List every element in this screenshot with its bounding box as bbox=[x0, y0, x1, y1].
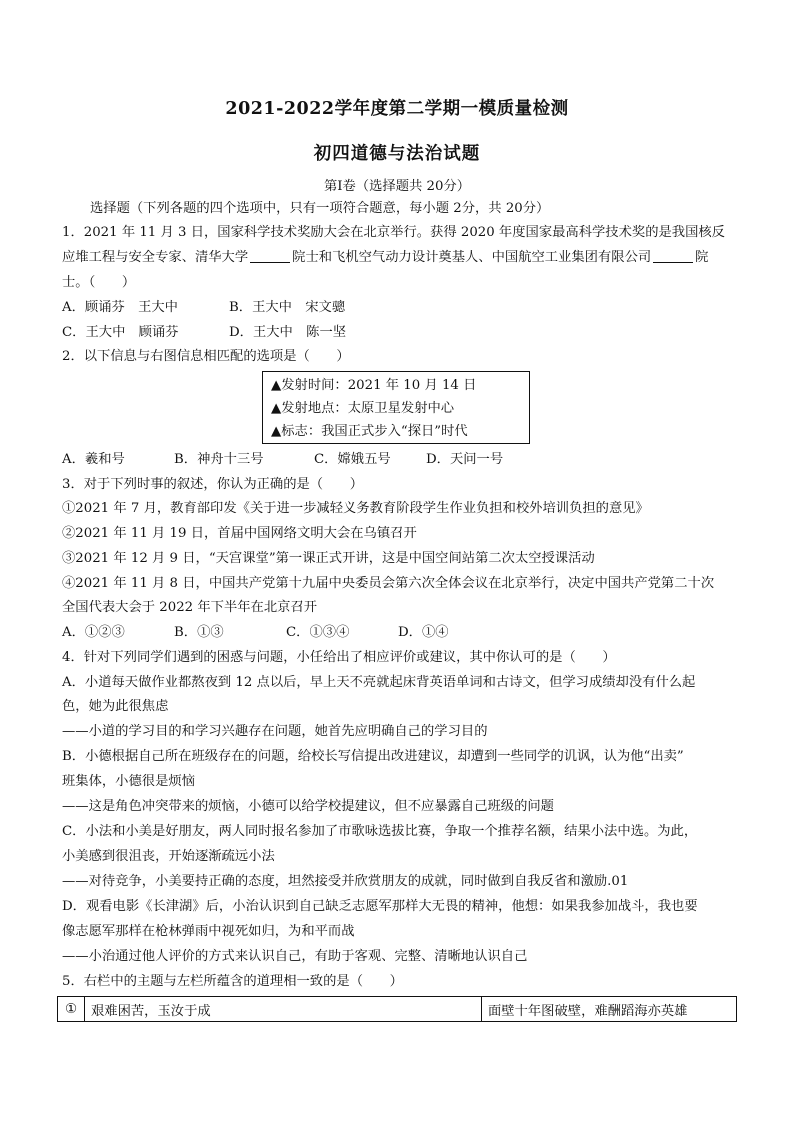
q3-item-3: ③2021 年 12 月 9 日，“天宫课堂”第一课正式开讲，这是中国空间站第二次太空授课活动 bbox=[62, 551, 595, 566]
q4-stem: 4．针对下列同学们遇到的困惑与问题，小任给出了相应评价或建议，其中你认可的是（ ） bbox=[62, 650, 616, 665]
q4-option-d-comment: ——小治通过他人评价的方式来认识自己，有助于客观、完整、清晰地认识自己 bbox=[62, 949, 528, 964]
q2-option-d: D．天问一号 bbox=[426, 452, 504, 467]
section-heading: 第Ⅰ卷（选择题共 20分） bbox=[323, 179, 471, 194]
q4-option-a-line2: 色，她为此很焦虑 bbox=[62, 699, 169, 714]
q2-stem: 2．以下信息与右图信息相匹配的选项是（ ） bbox=[62, 349, 350, 364]
q3-item-4-line2: 全国代表大会于 2022 年下半年在北京召开 bbox=[62, 600, 318, 615]
q4-option-b-line2: 班集体，小德很是烦恼 bbox=[62, 774, 195, 789]
q2-option-b: B．神舟十三号 bbox=[174, 452, 264, 467]
q1-option-d: D．王大中 陈一坚 bbox=[229, 325, 347, 340]
q1-stem-part1: 应堆工程与安全专家、清华大学 bbox=[62, 250, 249, 265]
launch-time: ▲发射时间：2021 年 10 月 14 日 bbox=[271, 378, 477, 393]
q3-item-2: ②2021 年 11 月 19 日，首届中国网络文明大会在乌镇召开 bbox=[62, 526, 417, 541]
launch-significance: ▲标志：我国正式步入“探日”时代 bbox=[271, 424, 468, 439]
q3-item-4-line1: ④2021 年 11 月 8 日，中国共产党第十九届中央委员会第六次全体会议在北京举行，决定中国共产党第二十次 bbox=[62, 576, 715, 591]
q3-item-1: ①2021 年 7 月，教育部印发《关于进一步减轻义务教育阶段学生作业负担和校外培训负担的意见》 bbox=[62, 501, 649, 516]
q4-option-a-line1: A．小道每天做作业都熬夜到 12 点以后，早上天不亮就起床背英语单词和古诗文，但学习成绩却没有什么起 bbox=[62, 675, 696, 690]
exam-subject: 初四道德与法治试题 bbox=[313, 144, 481, 164]
q4-option-c-line2: 小美感到很沮丧，开始逐渐疏远小法 bbox=[62, 849, 275, 864]
q4-option-d-line1: D．观看电影《长津湖》后，小治认识到自己缺乏志愿军那样大无畏的精神，他想：如果我参加战斗，我也要 bbox=[62, 899, 698, 914]
q3-stem: 3．对于下列时事的叙述，你认为正确的是（ ） bbox=[62, 477, 363, 492]
launch-site: ▲发射地点：太原卫星发射中心 bbox=[271, 401, 455, 416]
q1-options-row2 bbox=[62, 323, 742, 343]
q1-options-row1 bbox=[62, 298, 742, 318]
q1-stem-line1: 1．2021 年 11 月 3 日，国家科学技术奖励大会在北京举行。获得 2020 年度国家最高科学技术奖的是我国核反 bbox=[62, 225, 725, 240]
q3-options bbox=[62, 623, 742, 643]
q4-option-a-comment: ——小道的学习目的和学习兴趣存在问题，她首先应明确自己的学习目的 bbox=[62, 724, 488, 739]
q4-option-c-line1: C．小法和小美是好朋友，两人同时报名参加了市歌咏选拔比赛，争取一个推荐名额，结果小法中选。为此， bbox=[62, 824, 698, 839]
q1-option-a: A．顾诵芬 王大中 bbox=[62, 300, 178, 315]
q1-stem-part3: 院 bbox=[695, 250, 709, 265]
q5-table bbox=[57, 996, 737, 1022]
answer-blank-1 bbox=[250, 248, 290, 263]
table-row bbox=[58, 997, 737, 1022]
q1-stem-line3: 士。（ ） bbox=[62, 275, 136, 290]
q1-option-c: C．王大中 顾诵芬 bbox=[62, 325, 179, 340]
launch-info-box bbox=[262, 371, 530, 444]
q1-stem-line2 bbox=[62, 248, 742, 268]
instructions: 选择题（下列各题的四个选项中，只有一项符合题意，每小题 2分，共 20分） bbox=[90, 201, 550, 216]
q4-option-b-comment: ——这是角色冲突带来的烦恼，小德可以给学校提建议，但不应暴露自己班级的问题 bbox=[62, 799, 554, 814]
q4-option-c-comment: ——对待竞争，小美要持正确的态度，坦然接受并欣赏朋友的成就，同时做到自我反省和激励.01 bbox=[62, 874, 629, 889]
left-column-cell: 艰难困苦，玉汝于成 bbox=[85, 997, 482, 1022]
q1-stem-part2: 院士和飞机空气动力设计奠基人、中国航空工业集团有限公司 bbox=[292, 250, 652, 265]
q2-option-a: A．羲和号 bbox=[62, 452, 125, 467]
q3-option-d: D．①④ bbox=[398, 625, 449, 640]
row-number: ① bbox=[58, 997, 85, 1022]
q1-option-b: B．王大中 宋文骢 bbox=[229, 300, 346, 315]
q4-option-d-line2: 像志愿军那样在枪林弹雨中视死如归，为和平而战 bbox=[62, 924, 355, 939]
q5-stem: 5．右栏中的主题与左栏所蕴含的道理相一致的是（ ） bbox=[62, 974, 403, 989]
q4-option-b-line1: B．小德根据自己所在班级存在的问题，给校长写信提出改进建议，却遭到一些同学的讥讽，认为他“出卖” bbox=[62, 749, 684, 764]
answer-blank-2 bbox=[653, 248, 693, 263]
q3-option-b: B．①③ bbox=[174, 625, 224, 640]
q3-option-c: C．①③④ bbox=[286, 625, 350, 640]
q2-options bbox=[62, 450, 742, 470]
exam-title: 2021-2022学年度第二学期一模质量检测 bbox=[225, 99, 569, 119]
q2-option-c: C．嫦娥五号 bbox=[314, 452, 391, 467]
q3-option-a: A．①②③ bbox=[62, 625, 125, 640]
right-column-cell: 面壁十年图破壁，难酬蹈海亦英雄 bbox=[482, 997, 737, 1022]
